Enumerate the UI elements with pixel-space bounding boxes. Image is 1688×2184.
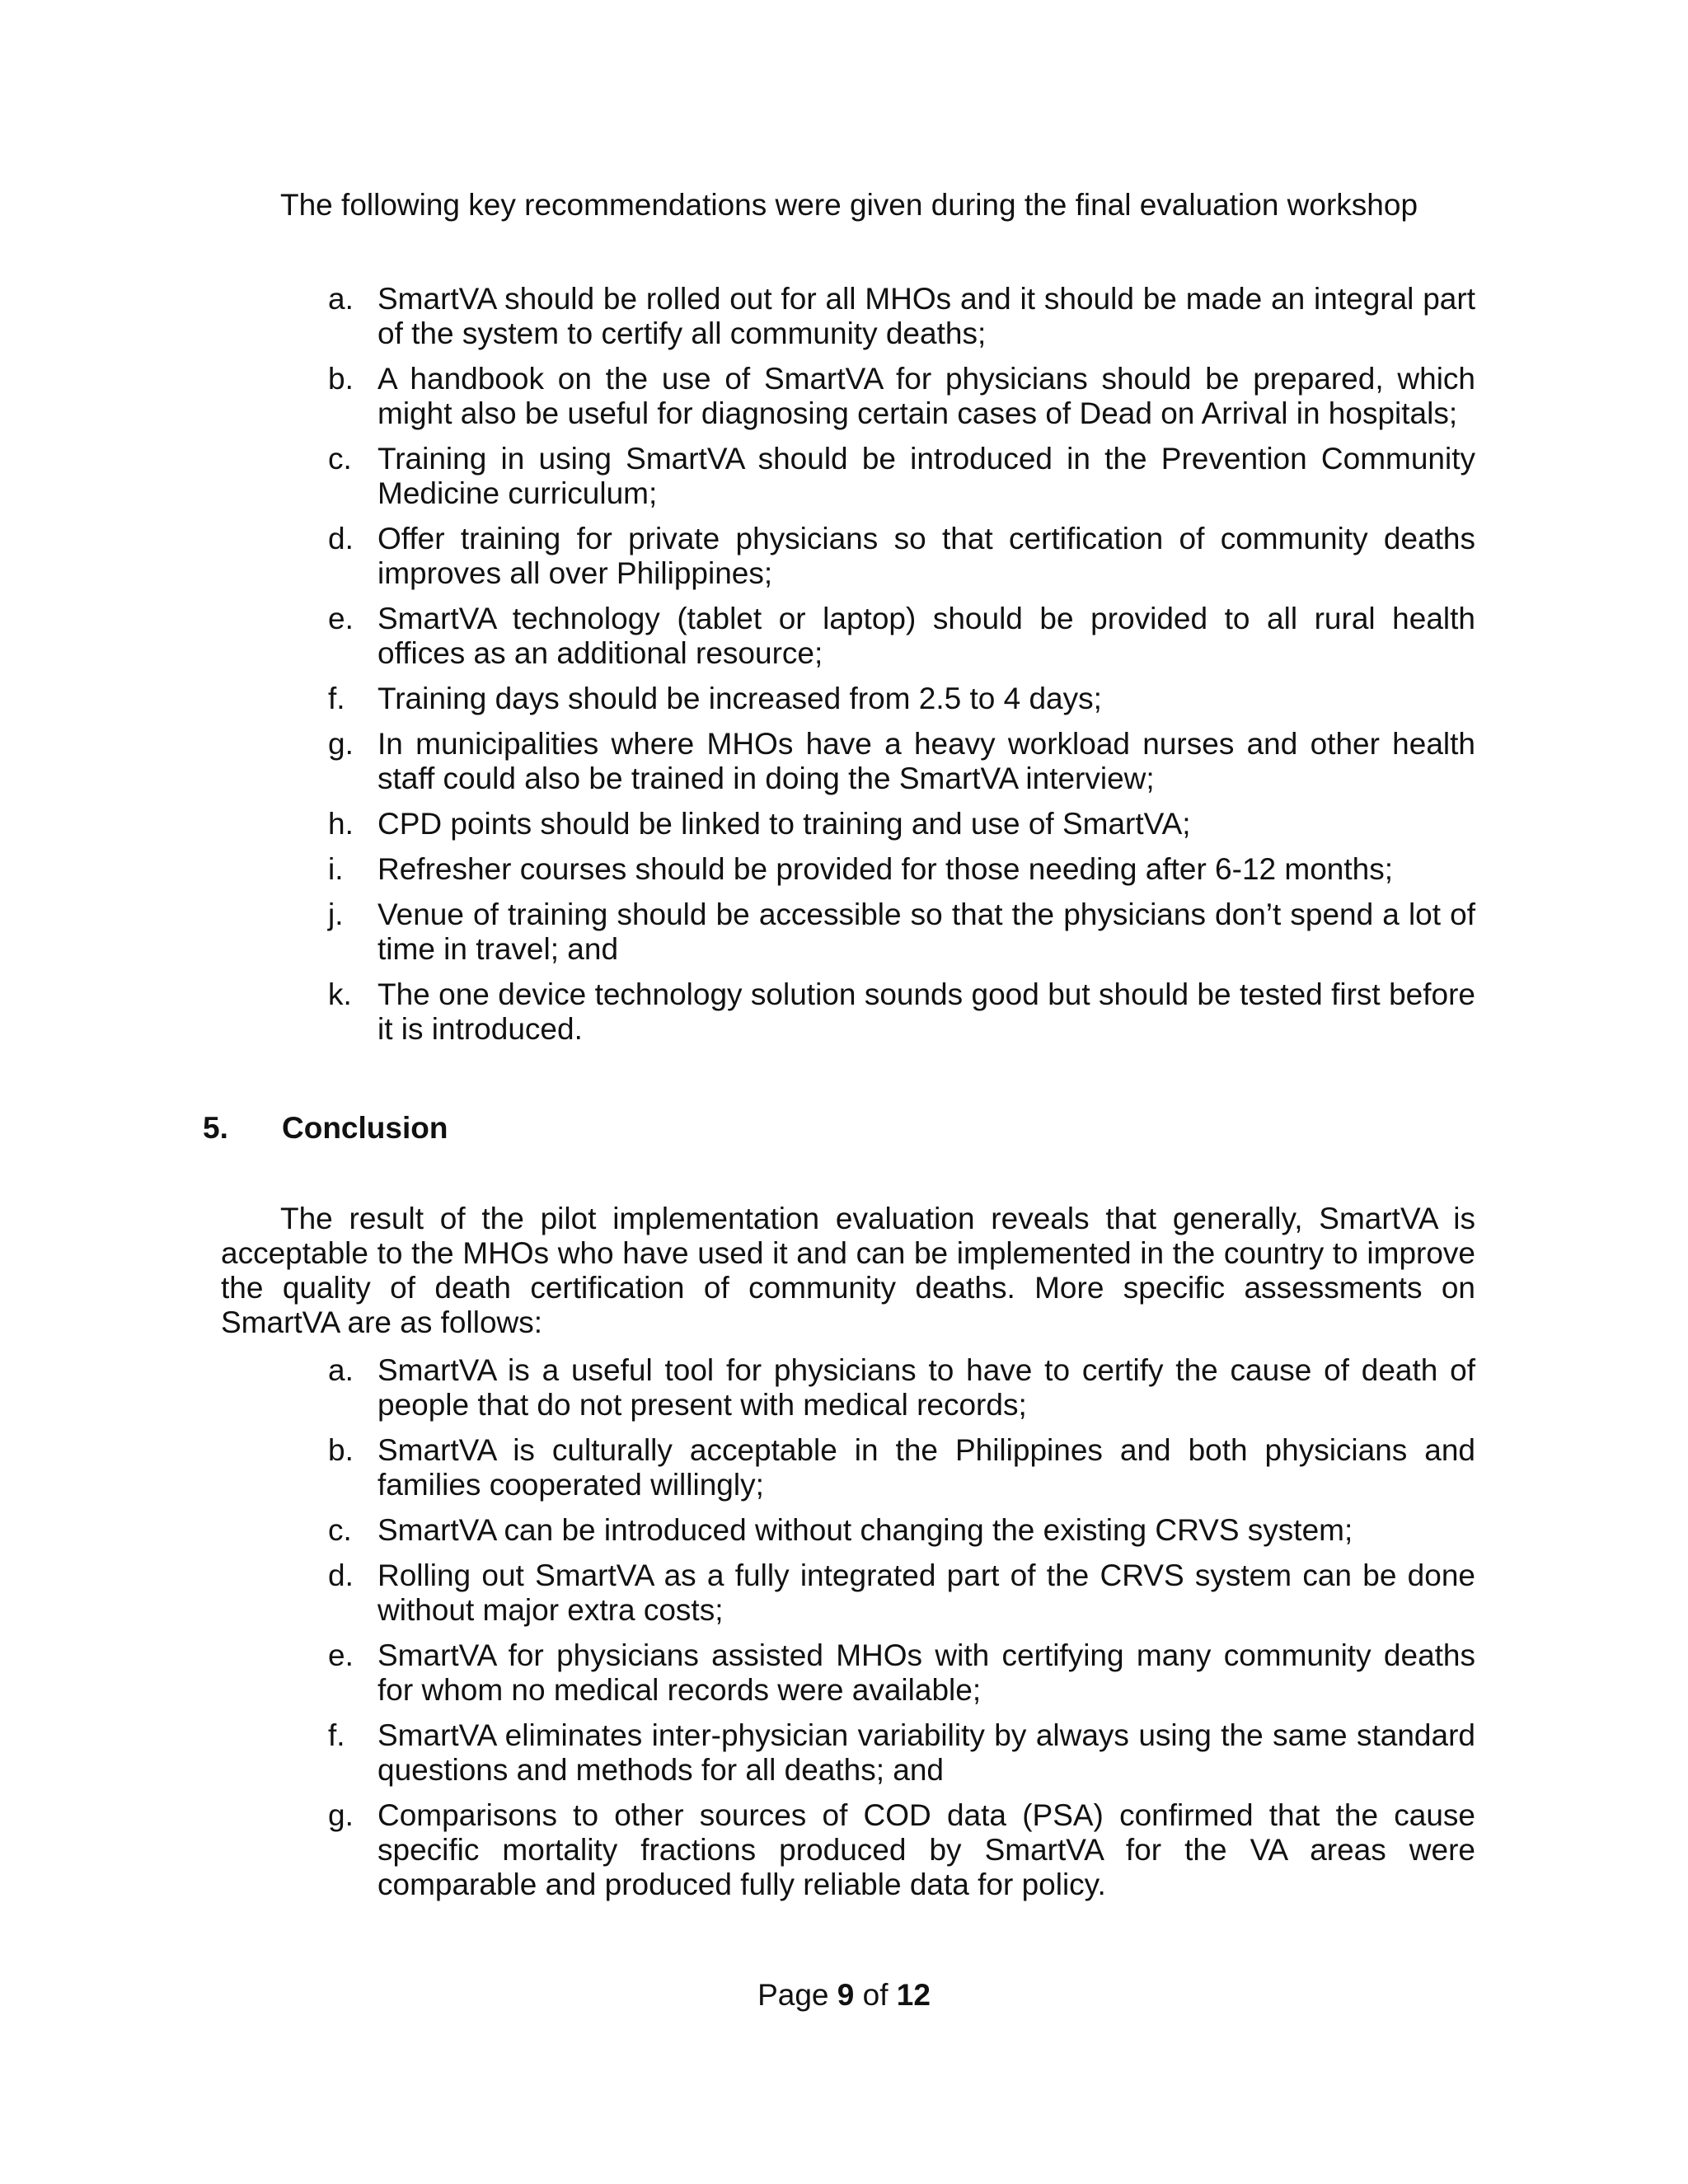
list-marker: h. — [328, 807, 354, 841]
list-item — [0, 1433, 1475, 1502]
list-item — [0, 1638, 1475, 1708]
conclusions-list — [0, 1353, 1688, 1913]
section-heading — [203, 1109, 448, 1147]
list-marker: d. — [328, 1558, 354, 1592]
list-item-text: In municipalities where MHOs have a heavy workload nurses and other health staff could also be trained in doing the SmartVA interview; — [377, 727, 1475, 795]
list-marker: b. — [328, 1433, 354, 1467]
list-item — [0, 898, 1475, 967]
list-marker: c. — [328, 1513, 352, 1547]
list-item — [0, 602, 1475, 671]
list-marker: g. — [328, 727, 354, 761]
list-item-text: SmartVA is a useful tool for physicians to have to certify the cause of death of people that do not present with medical records; — [377, 1353, 1475, 1422]
list-item-text: SmartVA for physicians assisted MHOs with certifying many community deaths for whom no medical records were available; — [377, 1638, 1475, 1707]
list-item — [0, 852, 1475, 887]
list-item — [0, 1513, 1475, 1548]
list-marker: a. — [328, 1353, 354, 1387]
list-marker: b. — [328, 362, 354, 396]
total-page-count: 12 — [896, 1978, 931, 2012]
list-marker: d. — [328, 522, 354, 555]
list-marker: g. — [328, 1798, 354, 1832]
list-item-text: CPD points should be linked to training and use of SmartVA; — [377, 807, 1191, 841]
current-page-number: 9 — [837, 1978, 855, 2012]
list-item — [0, 1353, 1475, 1422]
list-marker: a. — [328, 282, 354, 316]
list-marker: i. — [328, 852, 344, 886]
list-marker: c. — [328, 442, 352, 476]
list-item — [0, 977, 1475, 1047]
list-item — [0, 1558, 1475, 1628]
list-marker: k. — [328, 977, 352, 1011]
list-item-text: Offer training for private physicians so that certification of community deaths improves all over Philippines; — [377, 522, 1475, 590]
list-item-text: Venue of training should be accessible so that the physicians don’t spend a lot of time in travel; and — [377, 898, 1475, 966]
footer-separator: of — [862, 1978, 889, 2012]
list-item — [0, 1798, 1475, 1902]
list-item-text: The one device technology solution sounds good but should be tested first before it is introduced. — [377, 977, 1475, 1046]
list-item — [0, 282, 1475, 351]
list-item-text: SmartVA technology (tablet or laptop) should be provided to all rural health offices as an additional resource; — [377, 602, 1475, 670]
list-item-text: Training in using SmartVA should be introduced in the Prevention Community Medicine curriculum; — [377, 442, 1475, 510]
list-item-text: SmartVA should be rolled out for all MHOs and it should be made an integral part of the system to certify all community deaths; — [377, 282, 1475, 350]
intro-text: The following key recommendations were given during the final evaluation workshop — [280, 188, 1418, 222]
list-item — [0, 522, 1475, 591]
page-footer — [0, 1976, 1688, 2014]
section-number: 5. — [203, 1111, 228, 1145]
list-marker: f. — [328, 1718, 345, 1752]
list-marker: f. — [328, 682, 345, 715]
conclusion-paragraph: The result of the pilot implementation evaluation reveals that generally, SmartVA is acceptable to the MHOs who have used it and can be implemented in the country to improve the quality of death certification of community deaths. More specific assessments on SmartVA are as follows: — [221, 1202, 1475, 1339]
footer-prefix: Page — [757, 1978, 829, 2012]
list-item-text: Comparisons to other sources of COD data (PSA) confirmed that the cause specific mortality fractions produced by SmartVA for the VA areas were comparable and produced fully reliable data for policy. — [377, 1798, 1475, 1901]
list-item — [0, 807, 1475, 841]
list-item — [0, 362, 1475, 431]
list-marker: e. — [328, 1638, 354, 1672]
list-item — [0, 727, 1475, 796]
list-item-text: Rolling out SmartVA as a fully integrated part of the CRVS system can be done without major extra costs; — [377, 1558, 1475, 1627]
list-item-text: SmartVA can be introduced without changing the existing CRVS system; — [377, 1513, 1353, 1547]
list-item-text: A handbook on the use of SmartVA for physicians should be prepared, which might also be useful for diagnosing certain cases of Dead on Arrival in hospitals; — [377, 362, 1475, 430]
list-item — [0, 1718, 1475, 1788]
list-item — [0, 442, 1475, 511]
list-marker: e. — [328, 602, 354, 635]
section-title: Conclusion — [282, 1111, 448, 1145]
list-item — [0, 682, 1475, 716]
list-item-text: SmartVA is culturally acceptable in the Philippines and both physicians and families cooperated willingly; — [377, 1433, 1475, 1502]
list-item-text: Training days should be increased from 2.5 to 4 days; — [377, 682, 1102, 715]
recommendations-list — [0, 282, 1688, 1057]
list-item-text: Refresher courses should be provided for those needing after 6-12 months; — [377, 852, 1394, 886]
list-item-text: SmartVA eliminates inter-physician variability by always using the same standard questions and methods for all deaths; and — [377, 1718, 1475, 1787]
list-marker: j. — [328, 898, 344, 931]
